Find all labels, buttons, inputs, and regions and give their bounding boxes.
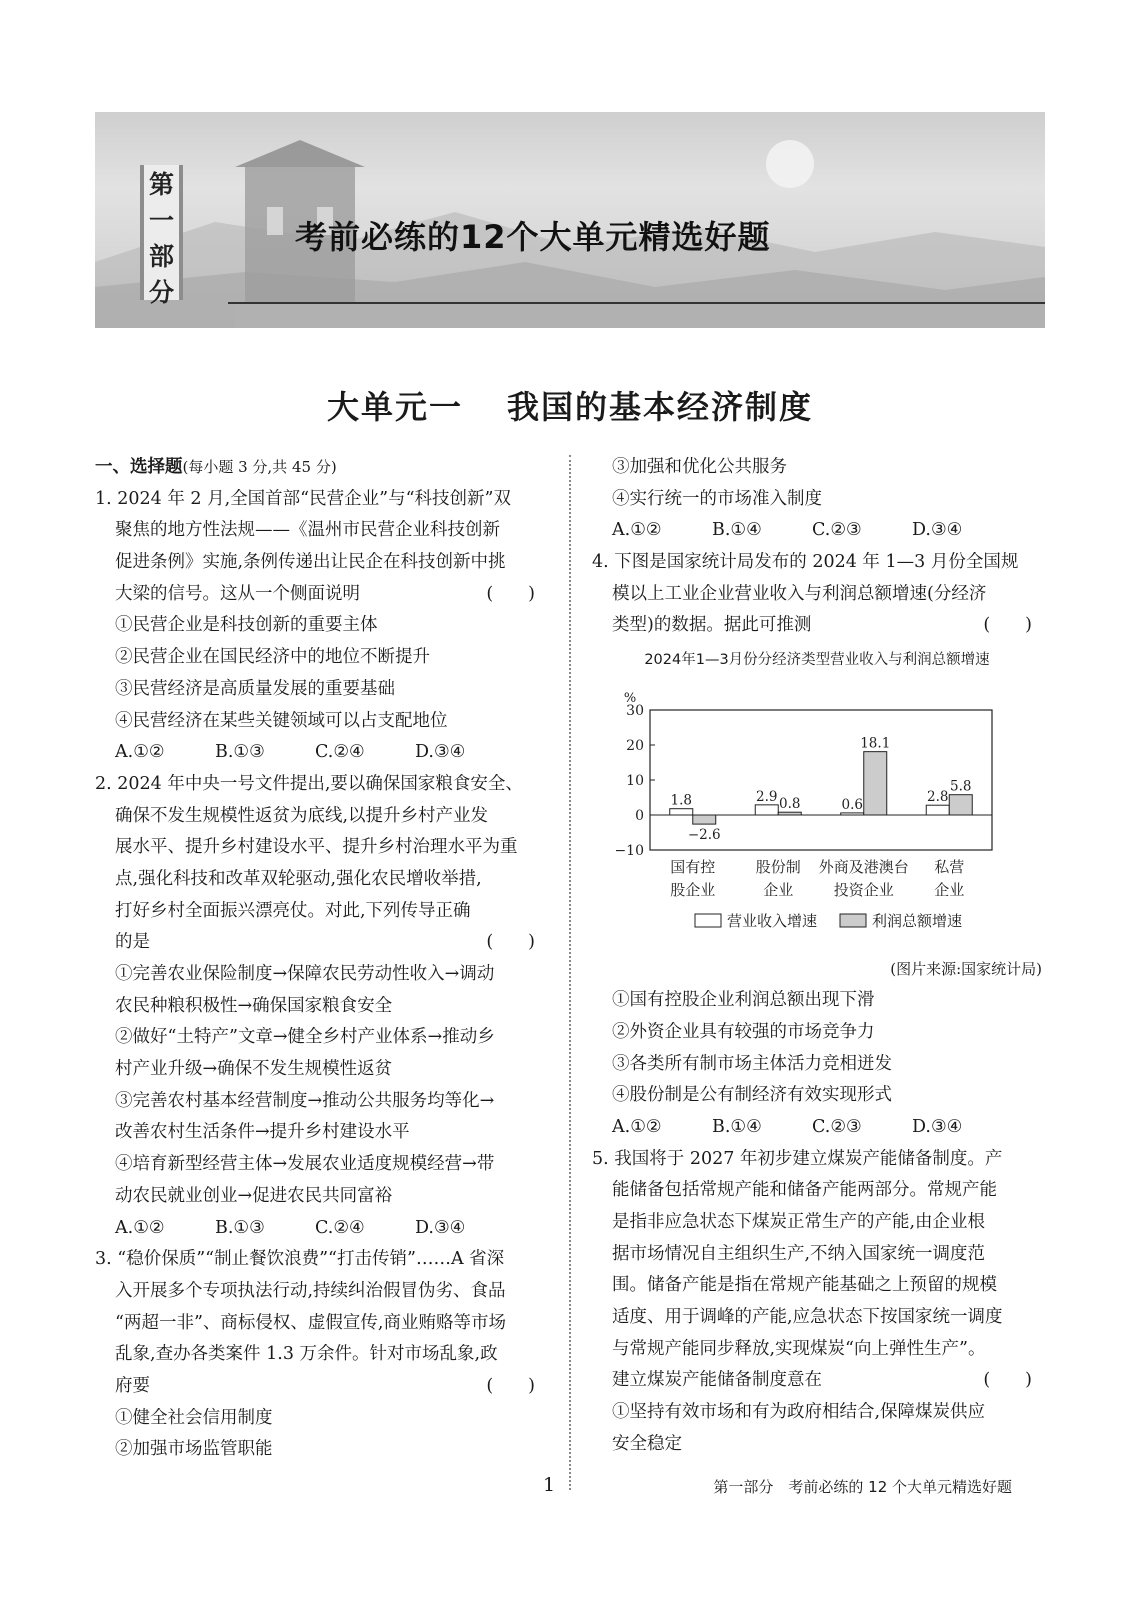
answer-blank: ( ) (486, 932, 535, 953)
chart-source: (图片来源:国家统计局) (890, 960, 1042, 979)
part-char: 第 (148, 170, 174, 199)
question-stem-end: 府要 (115, 1375, 150, 1396)
y-tick-label: 10 (626, 773, 644, 790)
legend-label: 利润总额增速 (872, 912, 963, 931)
x-tick-label: 企业 (934, 881, 965, 900)
right-column (592, 452, 1042, 1460)
question-line: 是指非应急状态下煤炭正常生产的产能,由企业根 (612, 1211, 986, 1232)
question-line: 确保不发生规模性返贫为底线,以提升乡村产业发 (115, 805, 489, 826)
question-line (95, 579, 545, 611)
question-line: 4. 下图是国家统计局发布的 2024 年 1—3 月份全国规 (592, 552, 1019, 573)
question-line: 展水平、提升乡村建设水平、提升乡村治理水平为重 (115, 837, 518, 858)
question-2 (95, 769, 545, 1244)
question-4 (592, 547, 1042, 1144)
bar (949, 795, 972, 815)
running-footer: 第一部分 考前必练的 12 个大单元精选好题 (713, 1478, 1012, 1496)
answer-options (592, 515, 1042, 547)
question-line (592, 610, 1042, 642)
question-line: 5. 我国将于 2027 年初步建立煤炭产能储备制度。产 (592, 1148, 1003, 1169)
y-tick-label: 20 (626, 738, 644, 755)
left-column (95, 452, 545, 1466)
answer-options (592, 1112, 1042, 1144)
statement: 村产业升级→确保不发生规模性返贫 (115, 1059, 393, 1080)
answer-blank: ( ) (486, 1375, 535, 1396)
question-stem-end: 建立煤炭产能储备制度意在 (612, 1370, 822, 1391)
statement: 改善农村生活条件→提升乡村建设水平 (115, 1122, 410, 1143)
option: D.③④ (415, 1217, 466, 1238)
statement: ③民营经济是高质量发展的重要基础 (115, 678, 395, 699)
question-1 (95, 484, 545, 769)
data-label: 2.9 (756, 788, 778, 805)
answer-blank: ( ) (983, 615, 1032, 636)
option: D.③④ (912, 520, 963, 541)
data-label: 5.8 (950, 778, 972, 795)
answer-blank: ( ) (983, 1370, 1032, 1391)
y-axis-unit: % (623, 691, 637, 707)
option: B.①④ (712, 520, 762, 541)
data-label: 18.1 (860, 735, 891, 752)
part-char: 分 (148, 278, 174, 307)
x-tick-label: 国有控 (670, 858, 716, 877)
question-line: 入开展多个专项执法行动,持续纠治假冒伪劣、食品 (115, 1280, 506, 1301)
x-tick-label: 私营 (934, 858, 965, 877)
question-line: 围。储备产能是指在常规产能基础之上预留的规模 (612, 1275, 997, 1296)
option: B.①④ (712, 1116, 762, 1137)
statement: ①健全社会信用制度 (115, 1407, 273, 1428)
data-label: 2.8 (927, 789, 949, 806)
bar-chart (592, 674, 1042, 954)
question-5 (592, 1144, 1042, 1461)
page-number: 1 (543, 1474, 556, 1496)
part-tab (140, 165, 183, 307)
bar (670, 809, 693, 815)
option: A.①② (612, 520, 662, 541)
chart-title: 2024年1—3月份分经济类型营业收入与利润总额增速 (644, 652, 990, 669)
answer-options (95, 737, 545, 769)
question-line: 聚焦的地方性法规——《温州市民营企业科技创新 (115, 520, 500, 541)
part-char: 一 (148, 206, 174, 235)
question-line: 2. 2024 年中央一号文件提出,要以确保国家粮食安全、 (95, 773, 523, 794)
option: A.①② (612, 1116, 662, 1137)
statement: ③加强和优化公共服务 (612, 457, 787, 477)
y-tick-label: 0 (635, 808, 644, 825)
option: C.②③ (812, 1116, 862, 1137)
option: D.③④ (912, 1116, 963, 1137)
option: C.②③ (812, 520, 862, 541)
x-tick-label: 企业 (763, 881, 794, 900)
legend-swatch (840, 914, 866, 927)
question-line: 3. “稳价保质”“制止餐饮浪费”“打击传销”……A 省深 (95, 1249, 505, 1270)
question-line (95, 927, 545, 959)
question-stem-end: 类型)的数据。据此可推测 (612, 615, 812, 636)
statement: ③完善农村基本经营制度→推动公共服务均等化→ (115, 1090, 495, 1111)
data-label: −2.6 (687, 827, 721, 844)
answer-options (95, 1213, 545, 1245)
x-tick-label: 股份制 (755, 858, 801, 877)
statement: 动农民就业创业→促进农民共同富裕 (115, 1185, 393, 1206)
data-label: 0.6 (841, 797, 863, 814)
option: B.①③ (215, 1217, 265, 1238)
question-line (592, 1365, 1042, 1397)
bar (693, 815, 716, 824)
bar (778, 812, 801, 815)
question-line: 点,强化科技和改革双轮驱动,强化农民增收举措, (115, 868, 482, 889)
unit-title (0, 382, 1140, 428)
header-banner (95, 112, 1045, 328)
question-line: 打好乡村全面振兴漂亮仗。对此,下列传导正确 (115, 900, 471, 921)
statement: ②做好“土特产”文章→健全乡村产业体系→推动乡 (115, 1027, 495, 1048)
unit-title-b: 我国的基本经济制度 (507, 388, 814, 426)
x-tick-label: 外商及港澳台 (818, 858, 909, 877)
question-stem-end: 的是 (115, 932, 150, 953)
column-divider (569, 455, 571, 1490)
banner-rule (228, 302, 1045, 304)
unit-title-a: 大单元一 (326, 388, 463, 426)
data-label: 1.8 (670, 792, 692, 809)
data-label: 0.8 (779, 796, 801, 813)
question-line: 与常规产能同步释放,实现煤炭“向上弹性生产”。 (612, 1338, 986, 1359)
question-line: 乱象,查办各类案件 1.3 万余件。针对市场乱象,政 (115, 1344, 498, 1365)
part-char: 部 (148, 242, 174, 271)
y-tick-label: 30 (626, 703, 644, 720)
statement: 安全稳定 (612, 1433, 682, 1454)
section-heading (95, 452, 545, 484)
statement: ②民营企业在国民经济中的地位不断提升 (115, 647, 430, 668)
bar (755, 805, 778, 815)
question-line: 模以上工业企业营业收入与利润总额增速(分经济 (612, 583, 987, 604)
chart-svg (592, 674, 1022, 954)
option: D.③④ (415, 742, 466, 763)
question-line: 适度、用于调峰的产能,应急状态下按国家统一调度 (612, 1307, 1003, 1327)
statement: ④实行统一的市场准入制度 (612, 488, 822, 509)
y-tick-label: −10 (614, 843, 644, 860)
bar (864, 752, 887, 815)
option: C.②④ (315, 1217, 365, 1238)
x-tick-label: 股企业 (670, 881, 716, 900)
section-title: 一、选择题 (95, 457, 183, 477)
question-line: 1. 2024 年 2 月,全国首部“民营企业”与“科技创新”双 (95, 488, 511, 509)
statement: ①民营企业是科技创新的重要主体 (115, 615, 378, 636)
question-line: 促进条例》实施,条例传递出让民企在科技创新中挑 (115, 552, 506, 573)
statement: ③各类所有制市场主体活力竞相迸发 (612, 1053, 892, 1074)
question-line (95, 1371, 545, 1403)
legend-swatch (695, 914, 721, 927)
legend-label: 营业收入增速 (727, 912, 818, 931)
question-stem-end: 大梁的信号。这从一个侧面说明 (115, 583, 360, 604)
statement: ②加强市场监管职能 (115, 1439, 273, 1460)
statement: ④民营经济在某些关键领域可以占支配地位 (115, 710, 448, 731)
statement: ①坚持有效市场和有为政府相结合,保障煤炭供应 (612, 1402, 986, 1423)
statement: ④股份制是公有制经济有效实现形式 (612, 1085, 892, 1106)
statement: ④培育新型经营主体→发展农业适度规模经营→带 (115, 1154, 495, 1175)
bar (841, 813, 864, 815)
statement: ②外资企业具有较强的市场竞争力 (612, 1021, 875, 1042)
statement: ①国有控股企业利润总额出现下滑 (612, 990, 875, 1011)
question-line: 据市场情况自主组织生产,不纳入国家统一调度范 (612, 1243, 986, 1264)
x-tick-label: 投资企业 (833, 881, 894, 900)
statement: ①完善农业保险制度→保障农民劳动性收入→调动 (115, 964, 495, 984)
option: A.①② (115, 1217, 165, 1238)
answer-blank: ( ) (486, 583, 535, 604)
section-note: (每小题 3 分,共 45 分) (182, 458, 337, 476)
bar (926, 805, 949, 815)
statement: 农民种粮积极性→确保国家粮食安全 (115, 995, 393, 1016)
question-line: 能储备包括常规产能和储备产能两部分。常规产能 (612, 1180, 997, 1201)
option: B.①③ (215, 742, 265, 763)
option: A.①② (115, 742, 165, 763)
question-3 (95, 1244, 545, 1466)
option: C.②④ (315, 742, 365, 763)
banner-title: 考前必练的12个大单元精选好题 (295, 218, 771, 256)
question-line: “两超一非”、商标侵权、虚假宣传,商业贿赂等市场 (115, 1312, 506, 1333)
